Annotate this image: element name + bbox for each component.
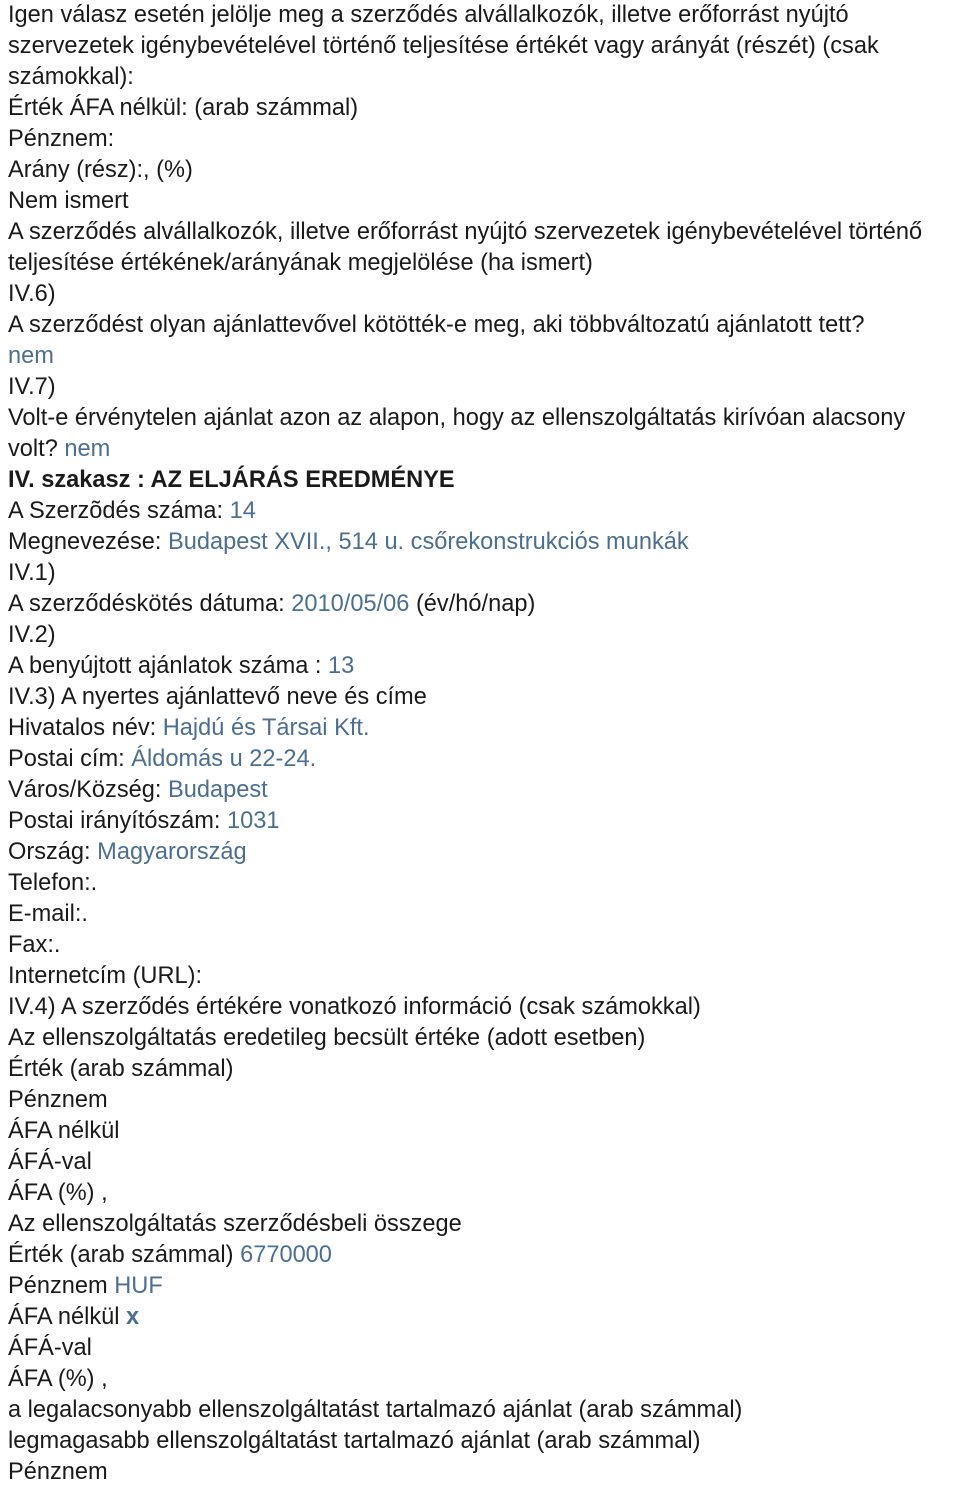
subcontract-note: A szerződés alvállalkozók, illetve erőforrást nyújtó szervezetek igénybevételével történő teljesítése értékének/arányának megjelölése (ha ismert) [8,219,923,276]
postal-address-label: Postai cím: [8,746,125,772]
contract-date-row [8,589,952,620]
final-currency-label: Pénznem [8,1459,108,1485]
estimated-value-label: Érték (arab számmal) [8,1056,234,1082]
low-offer-answer: nem [64,436,111,462]
postal-address-row [8,744,952,775]
url-label: Internetcím (URL): [8,963,203,989]
offers-count-row [8,651,952,682]
currency-label: Pénznem: [8,126,115,152]
postcode-label: Postai irányítószám: [8,808,221,834]
section-iv-heading: IV. szakasz : AZ ELJÁRÁS EREDMÉNYE [8,467,455,493]
intro-text: Igen válasz esetén jelölje meg a szerződés alvállalkozók, illetve erőforrást nyújtó szervezetek igénybevételével történő teljesítése értékét vagy arányát (részét) (csak számokkal): [8,2,879,90]
value-without-vat-label: Érték ÁFA nélkül: (arab számmal) [8,95,359,121]
section-iv3: IV.3) A nyertes ajánlattevő neve és címe [8,684,427,710]
title-row [8,527,952,558]
estimated-without-vat-label: ÁFA nélkül [8,1118,120,1144]
variant-offer-answer: nem [8,343,54,369]
city-row [8,775,952,806]
ratio-label: Arány (rész):, (%) [8,157,193,183]
postcode-row [8,806,952,837]
email-label: E-mail:. [8,901,88,927]
contract-currency-label: Pénznem [8,1273,108,1299]
contract-without-vat-mark: x [126,1304,140,1330]
country-label: Ország: [8,839,91,865]
not-known-label: Nem ismert [8,188,129,214]
contract-date-value: 2010/05/06 [291,591,410,617]
contract-currency-row [8,1271,952,1302]
lowest-offer-label: a legalacsonyabb ellenszolgáltatást tartalmazó ajánlat (arab számmal) [8,1397,743,1423]
contract-number-label: A Szerzõdés száma: [8,498,224,524]
contract-value-row [8,1240,952,1271]
variant-offer-question: A szerződést olyan ajánlattevővel kötötték-e meg, aki többváltozatú ajánlatott tett? [8,312,865,338]
official-name-label: Hivatalos név: [8,715,157,741]
section-iv1: IV.1) [8,560,56,586]
official-name-row [8,713,952,744]
phone-label: Telefon:. [8,870,98,896]
city-value: Budapest [168,777,268,803]
city-label: Város/Község: [8,777,162,803]
date-format-label: (év/hó/nap) [415,591,536,617]
offers-count-label: A benyújtott ajánlatok száma : [8,653,322,679]
contract-number-value: 14 [229,498,256,524]
offers-count-value: 13 [328,653,355,679]
contract-with-vat-label: ÁFÁ-val [8,1335,92,1361]
contract-vat-rate-label: ÁFA (%) , [8,1366,108,1392]
postcode-value: 1031 [227,808,280,834]
contract-number-row [8,496,952,527]
contract-without-vat-row [8,1302,952,1333]
section-iv4: IV.4) A szerződés értékére vonatkozó információ (csak számokkal) [8,994,701,1020]
title-label: Megnevezése: [8,529,162,555]
contract-without-vat-label: ÁFA nélkül [8,1304,120,1330]
official-name-value: Hajdú és Társai Kft. [162,715,370,741]
contract-value-label: Érték (arab számmal) [8,1242,234,1268]
contract-currency-value: HUF [114,1273,163,1299]
contract-date-label: A szerződéskötés dátuma: [8,591,285,617]
estimated-with-vat-label: ÁFÁ-val [8,1149,92,1175]
section-iv6: IV.6) [8,281,56,307]
country-row [8,837,952,868]
estimated-value-heading: Az ellenszolgáltatás eredetileg becsült értéke (adott esetben) [8,1025,646,1051]
postal-address-value: Áldomás u 22-24. [131,746,317,772]
contract-amount-heading: Az ellenszolgáltatás szerződésbeli összege [8,1211,462,1237]
title-value: Budapest XVII., 514 u. csőrekonstrukciós munkák [168,529,689,555]
low-offer-question-text: Volt-e érvénytelen ajánlat azon az alapon, hogy az ellenszolgáltatás kirívóan alacsony volt? [8,405,906,462]
highest-offer-label: legmagasabb ellenszolgáltatást tartalmazó ajánlat (arab számmal) [8,1428,701,1454]
contract-value-value: 6770000 [240,1242,332,1268]
country-value: Magyarország [97,839,247,865]
low-offer-question [8,403,952,465]
estimated-currency-label: Pénznem [8,1087,108,1113]
section-iv7: IV.7) [8,374,56,400]
section-iv2: IV.2) [8,622,56,648]
estimated-vat-rate-label: ÁFA (%) , [8,1180,108,1206]
fax-label: Fax:. [8,932,61,958]
